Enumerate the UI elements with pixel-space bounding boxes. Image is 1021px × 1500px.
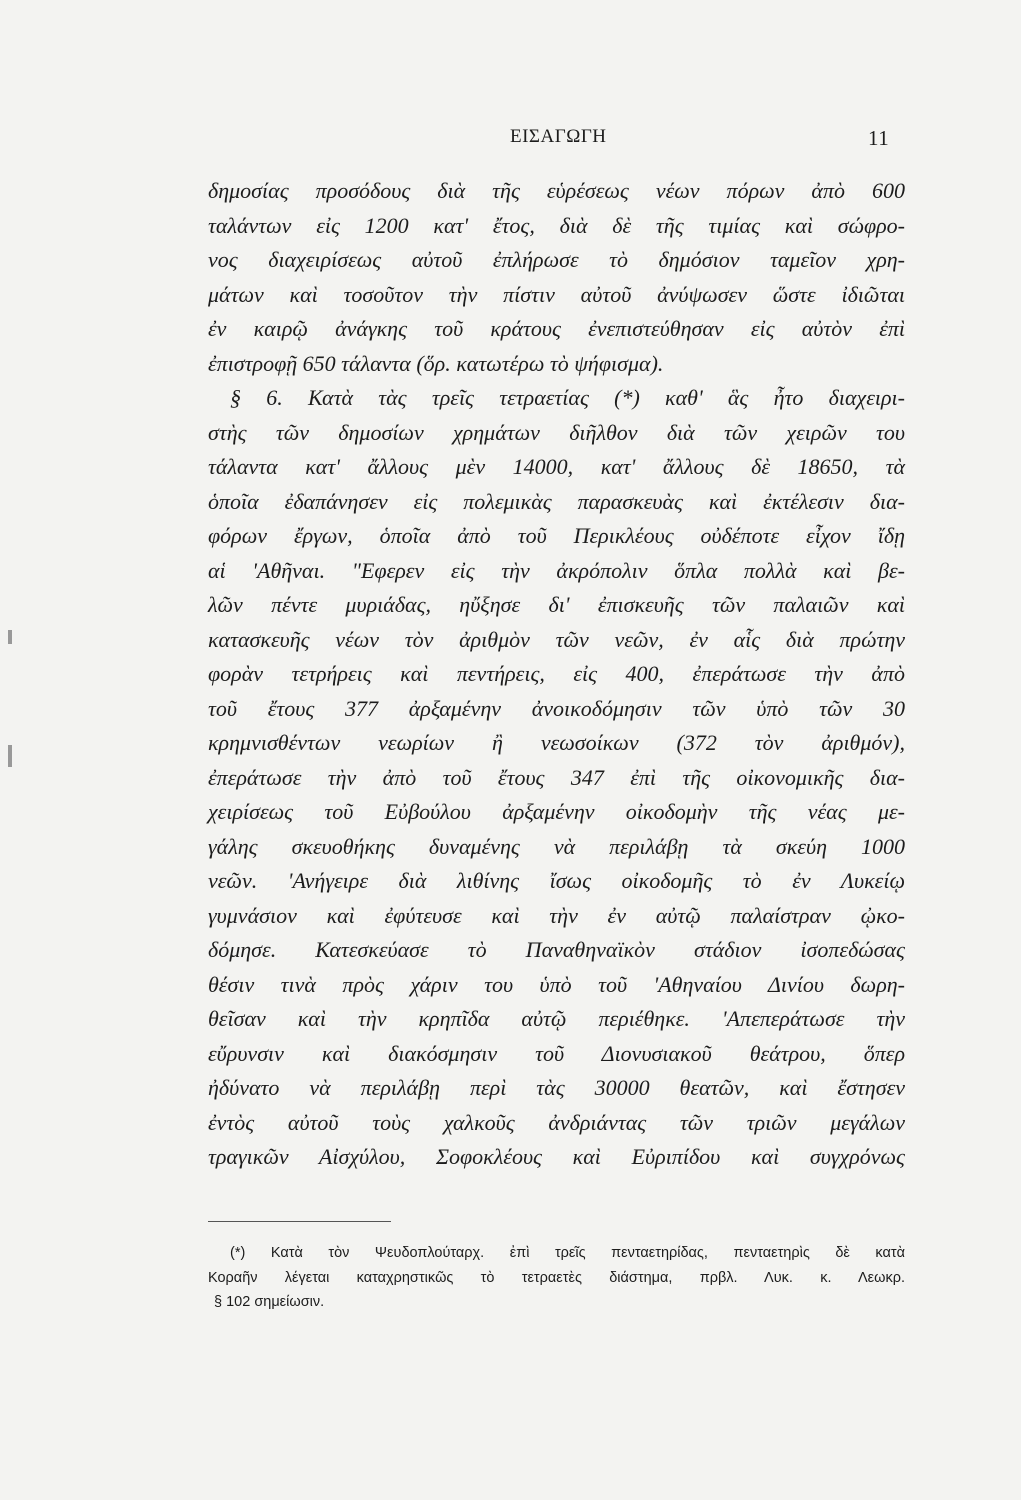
text-line: ἐν καιρῷ ἀνάγκης τοῦ κράτους ἐνεπιστεύθησαν εἰς αὐτὸν ἐπὶ <box>208 316 905 341</box>
text-line: χειρίσεως τοῦ Εὐβούλου ἀρξαμένην οἰκοδομὴν τῆς νέας με- <box>208 799 905 824</box>
text-line: φορὰν τετρήρεις καὶ πεντήρεις, εἰς 400, ἐπεράτωσε τὴν ἀπὸ <box>208 661 905 686</box>
text-line: εὔρυνσιν καὶ διακόσμησιν τοῦ Διονυσιακοῦ θεάτρου, ὅπερ <box>208 1040 905 1066</box>
text-line: ἐπεράτωσε τὴν ἀπὸ τοῦ ἔτους 347 ἐπὶ τῆς οἰκονομικῆς δια- <box>208 764 905 790</box>
text-line: λῶν πέντε μυριάδας, ηὔξησε δι' ἐπισκευῆς τῶν παλαιῶν καὶ <box>208 592 905 617</box>
scan-edge-mark <box>8 745 12 767</box>
text-line: § 6. Κατὰ τὰς τρεῖς τετραετίας (*) καθ' ἃς ἦτο διαχειρι- <box>230 385 905 410</box>
text-line: στὴς τῶν δημοσίων χρημάτων διῆλθον διὰ τῶν χειρῶν του <box>208 419 905 445</box>
text-line: ὁποῖα ἐδαπάνησεν εἰς πολεμικὰς παρασκευὰς καὶ ἐκτέλεσιν δια- <box>208 488 905 514</box>
paragraph-1 <box>208 174 905 381</box>
text-line: νεῶν. 'Ανήγειρε διὰ λιθίνης ἴσως οἰκοδομῆς τὸ ἐν Λυκείῳ <box>208 868 905 893</box>
text-line: θέσιν τινὰ πρὸς χάριν του ὑπὸ τοῦ 'Αθηναίου Δινίου δωρη- <box>208 971 905 997</box>
footnote-line: § 102 σημείωσιν. <box>214 1294 325 1310</box>
text-line: ἠδύνατο νὰ περιλάβῃ περὶ τὰς 30000 θεατῶν, καὶ ἔστησεν <box>208 1075 905 1100</box>
footnote-rule <box>208 1221 391 1222</box>
paragraph-2-section-6 <box>208 381 905 1175</box>
text-line: τραγικῶν Αἰσχύλου, Σοφοκλέους καὶ Εὐριπίδου καὶ συγχρόνως <box>208 1144 905 1169</box>
text-line: φόρων ἔργων, ὁποῖα ἀπὸ τοῦ Περικλέους οὐδέποτε εἶχον ἴδῃ <box>208 523 905 548</box>
body-text <box>208 174 905 1175</box>
running-head: ΕΙΣΑΓΩΓΗ <box>510 126 607 147</box>
text-line: δόμησε. Κατεσκεύασε τὸ Παναθηναϊκὸν στάδιον ἰσοπεδώσας <box>208 937 905 962</box>
text-line: θεῖσαν καὶ τὴν κρηπῖδα αὐτῷ περιέθηκε. 'Απεπεράτωσε τὴν <box>208 1006 905 1031</box>
text-line: αἱ 'Αθῆναι. "Εφερεν εἰς τὴν ἀκρόπολιν ὅπλα πολλὰ καὶ βε- <box>208 557 905 583</box>
text-line: τάλαντα κατ' ἄλλους μὲν 14000, κατ' ἄλλους δὲ 18650, τὰ <box>208 454 905 479</box>
text-line: κρημνισθέντων νεωρίων ἢ νεωσοίκων (372 τὸν ἀριθμόν), <box>208 730 905 755</box>
footnote <box>208 1241 905 1315</box>
text-line: ἐπιστροφῇ 650 τάλαντα (ὅρ. κατωτέρω τὸ ψήφισμα). <box>208 350 664 376</box>
text-line: μάτων καὶ τοσοῦτον τὴν πίστιν αὐτοῦ ἀνύψωσεν ὥστε ἰδιῶται <box>208 281 905 307</box>
text-line: ταλάντων εἰς 1200 κατ' ἔτος, διὰ δὲ τῆς τιμίας καὶ σώφρο- <box>208 212 905 238</box>
text-line: γάλης σκευοθήκης δυναμένης νὰ περιλάβῃ τὰ σκεύη 1000 <box>208 833 905 859</box>
text-line: κατασκευῆς νέων τὸν ἀριθμὸν τῶν νεῶν, ἐν αἷς διὰ πρώτην <box>208 626 905 652</box>
text-line: ἐντὸς αὐτοῦ τοὺς χαλκοῦς ἀνδριάντας τῶν τριῶν μεγάλων <box>208 1109 905 1135</box>
footnote-line: (*) Κατὰ τὸν Ψευδοπλούταρχ. ἐπὶ τρεῖς πενταετηρίδας, πενταετηρὶς δὲ κατὰ <box>230 1245 905 1261</box>
text-line: τοῦ ἔτους 377 ἀρξαμένην ἀνοικοδόμησιν τῶν ὑπὸ τῶν 30 <box>208 695 905 721</box>
text-line: γυμνάσιον καὶ ἐφύτευσε καὶ τὴν ἐν αὐτῷ παλαίστραν ᾠκο- <box>208 902 905 928</box>
text-line: δημοσίας προσόδους διὰ τῆς εὑρέσεως νέων πόρων ἀπὸ 600 <box>208 178 905 203</box>
text-line: νος διαχειρίσεως αὐτοῦ ἐπλήρωσε τὸ δημόσιον ταμεῖον χρη- <box>208 247 905 272</box>
footnote-line: Κοραῆν λέγεται καταχρηστικῶς τὸ τετραετὲς διάστημα, πρβλ. Λυκ. κ. Λεωκρ. <box>208 1269 905 1286</box>
page-number: 11 <box>868 126 890 150</box>
scan-edge-mark <box>8 630 12 644</box>
